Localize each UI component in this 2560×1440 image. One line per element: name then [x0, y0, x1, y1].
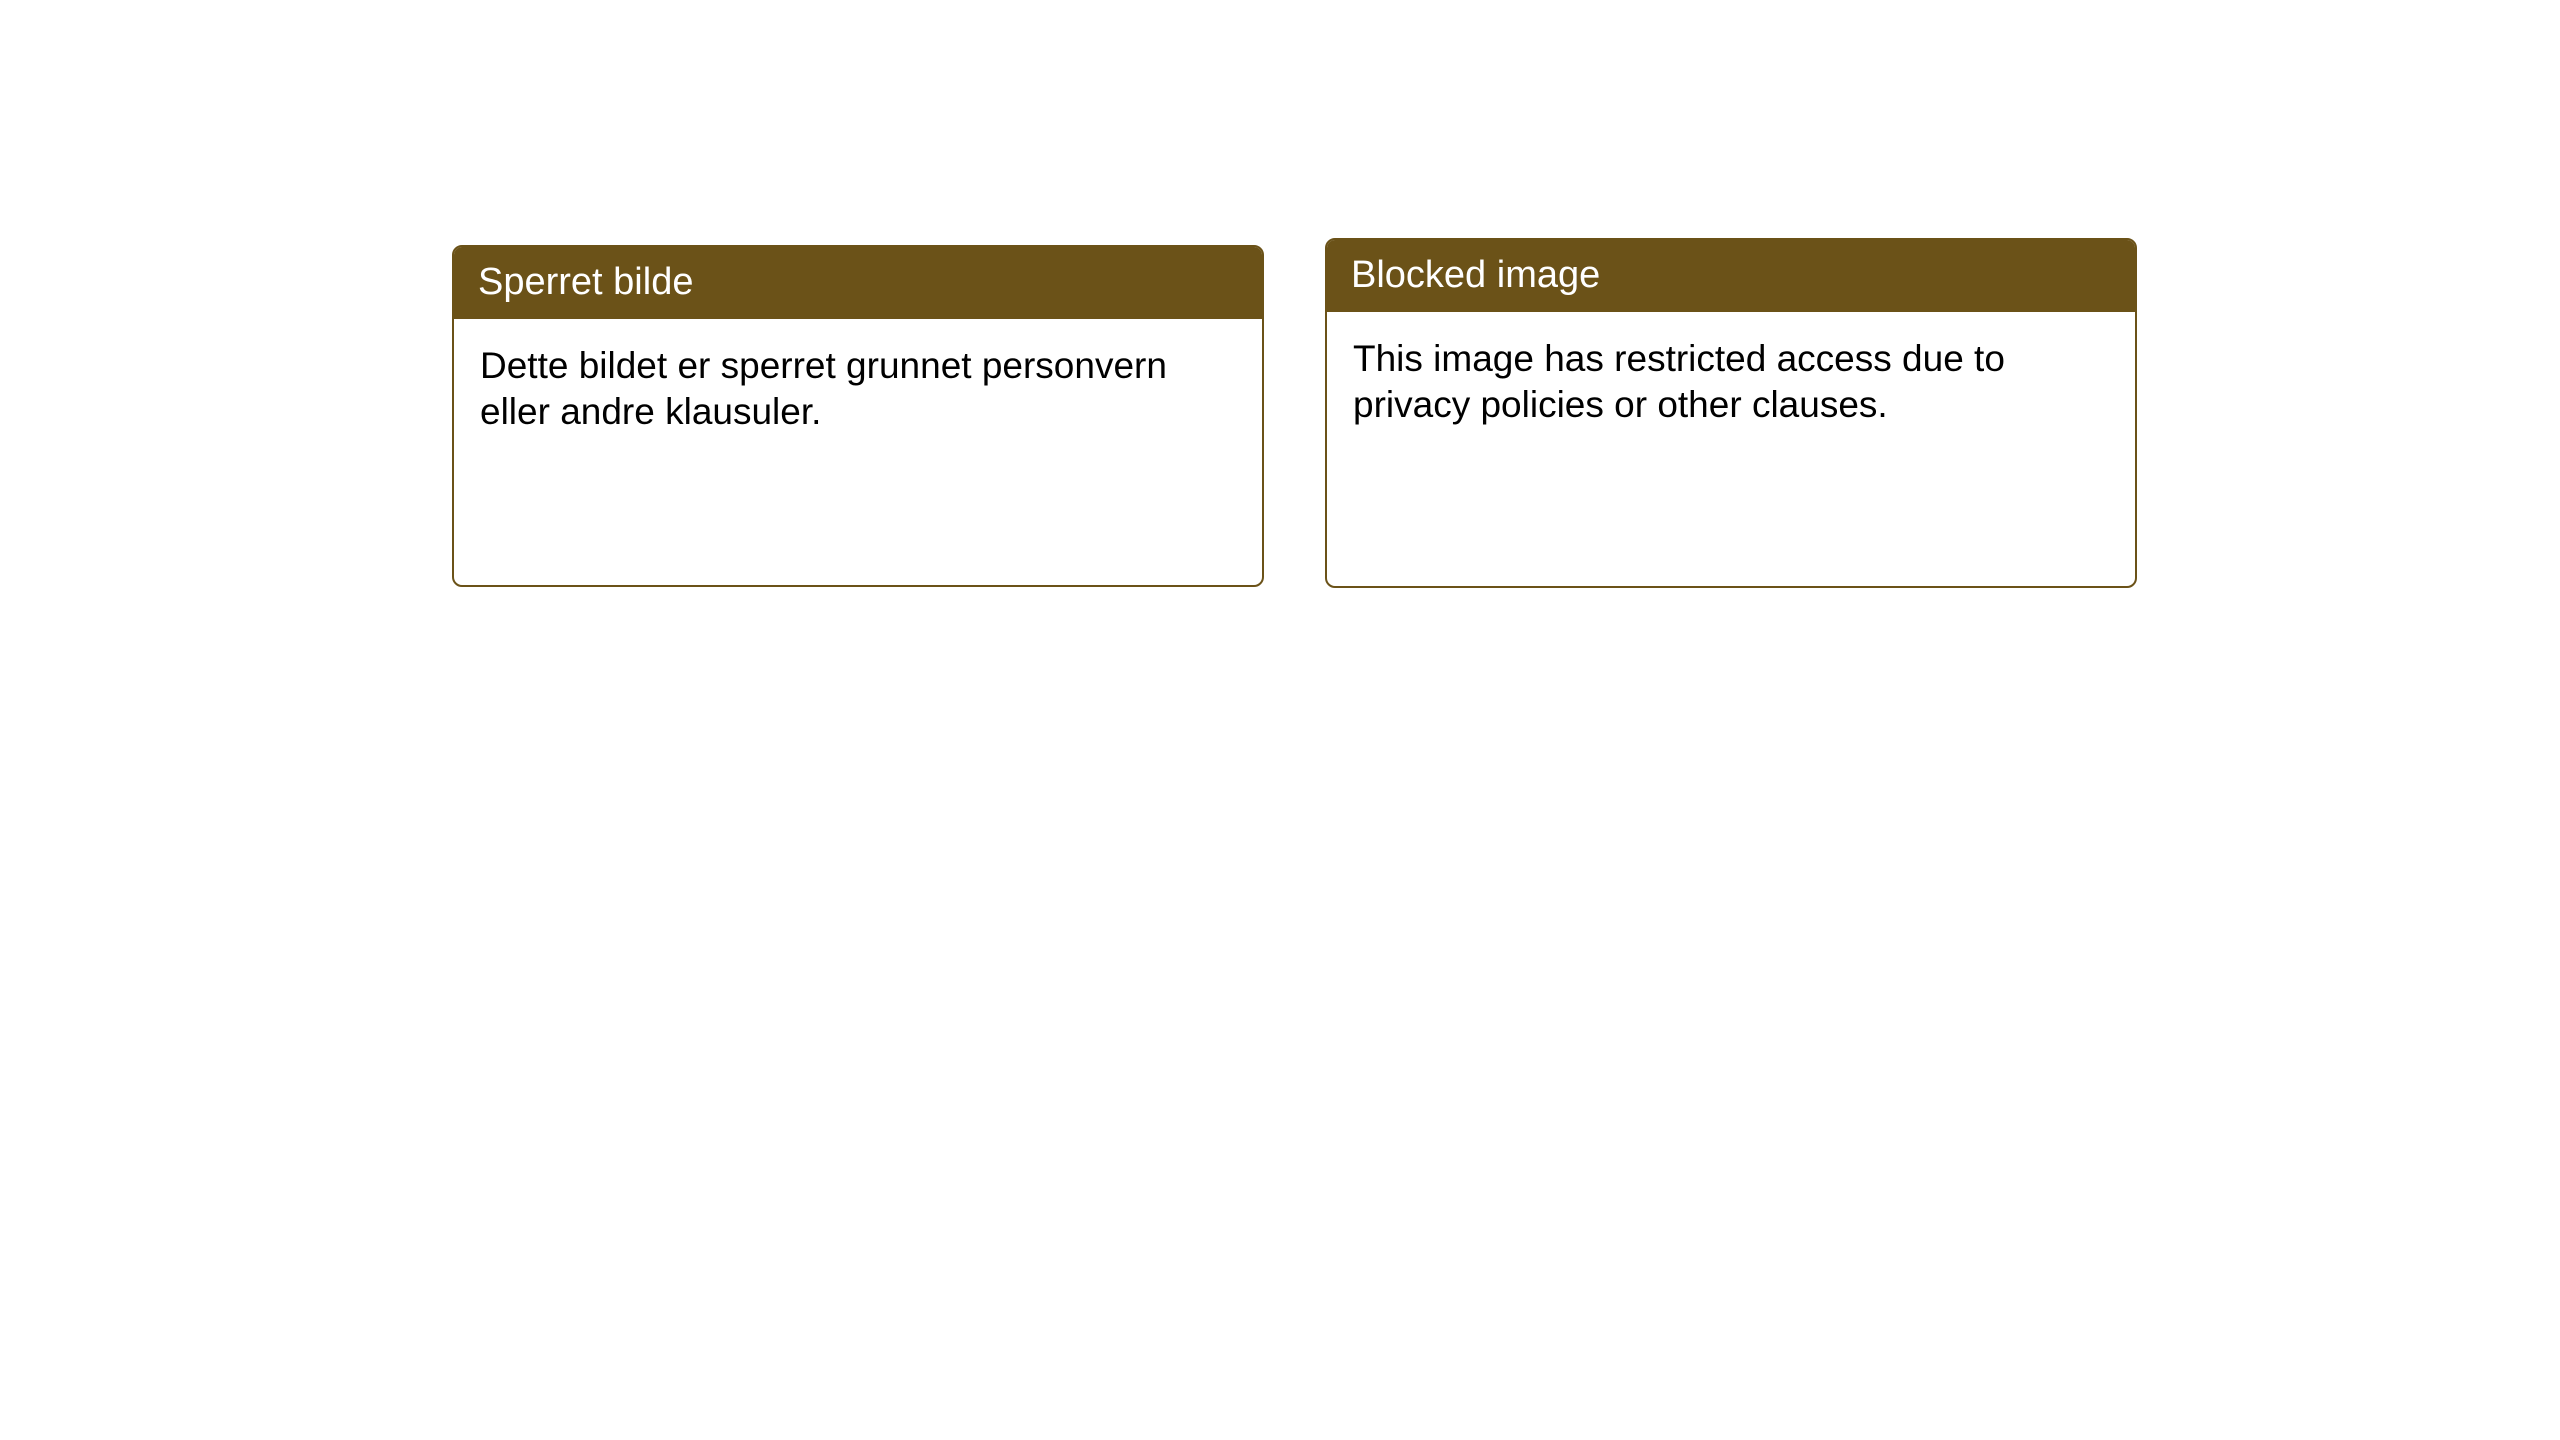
card-body-text-norwegian: Dette bildet er sperret grunnet personvern eller andre klausuler. [480, 345, 1167, 433]
card-title-norwegian: Sperret bilde [454, 247, 1262, 319]
card-title-english: Blocked image [1327, 240, 2135, 312]
card-body-text-english: This image has restricted access due to privacy policies or other clauses. [1353, 338, 2005, 426]
blocked-image-notice-card-norwegian [452, 245, 1264, 587]
card-body-norwegian [454, 319, 1262, 456]
blocked-image-notice-card-english [1325, 238, 2137, 588]
card-body-english [1327, 312, 2135, 449]
